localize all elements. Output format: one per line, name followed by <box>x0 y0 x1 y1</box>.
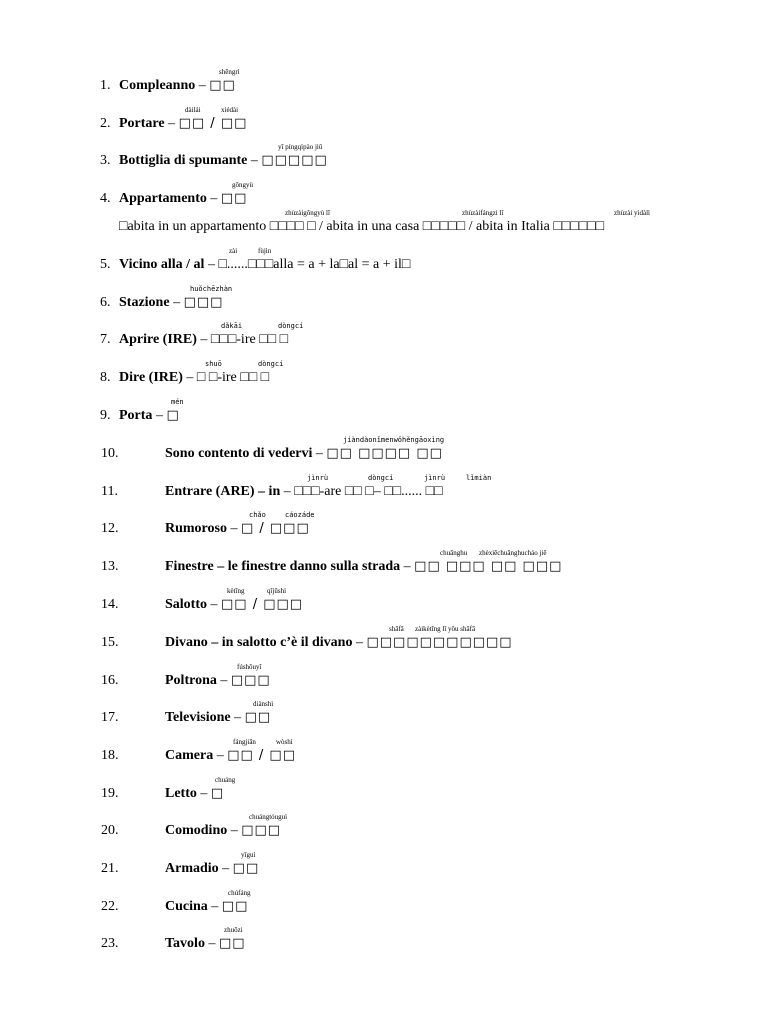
item-body <box>165 635 513 651</box>
italian-term: Poltrona <box>165 673 217 688</box>
pinyin-annotation: fùjìn <box>258 247 272 255</box>
italian-term: Aprire (IRE) <box>119 332 197 347</box>
pinyin-annotation: huǒchēzhàn <box>190 285 233 293</box>
dash: – <box>280 484 295 499</box>
item-number: 3. <box>100 153 111 168</box>
italian-term: Appartamento <box>119 191 207 206</box>
pinyin-annotation: zhuōzi <box>224 926 243 934</box>
chinese-text: □□□□□□□□□□□ <box>366 635 513 650</box>
dash: – <box>226 521 241 536</box>
item-number: 22. <box>101 899 119 914</box>
dash: – <box>196 786 211 801</box>
italian-term: Entrare (ARE) – in <box>165 484 281 499</box>
chinese-text: □ / □□□ <box>240 521 310 536</box>
dash: – <box>312 446 327 461</box>
italian-term: Rumoroso <box>165 521 227 536</box>
item-number: 4. <box>100 191 111 206</box>
item-number: 9. <box>100 408 111 423</box>
dash: – <box>204 257 219 272</box>
item-body <box>165 710 271 726</box>
pinyin-annotation: dòngcí <box>278 322 304 330</box>
pinyin-annotation: zhùzàigōngyù lǐ <box>285 209 330 217</box>
chinese-text: □□ <box>244 710 272 725</box>
item-number: 14. <box>101 597 119 612</box>
item-number: 2. <box>100 116 111 131</box>
item-body <box>165 446 443 462</box>
item-body <box>165 597 303 613</box>
example-text: □abita in un appartamento □□□□ □ / abita in una casa □□□□□ / abita in Italia □□□□□□ <box>119 219 605 234</box>
pinyin-annotation: chuānghu <box>440 549 468 557</box>
item-number: 7. <box>100 332 111 347</box>
item-body <box>165 823 281 839</box>
chinese-text: □ <box>166 408 180 423</box>
pinyin-annotation: yī píngqìpào jiǔ <box>278 143 323 151</box>
item-number: 17. <box>101 710 119 725</box>
italian-term: Armadio <box>165 861 219 876</box>
chinese-text: □□ □□□ □□ □□□ <box>414 559 563 574</box>
pinyin-annotation: zhùzài yìdàlì <box>614 209 650 217</box>
pinyin-annotation: lǐmiàn <box>466 474 492 482</box>
italian-term: Dire (IRE) <box>119 370 183 385</box>
item-body <box>119 408 180 424</box>
dash: – <box>247 153 262 168</box>
pinyin-annotation: shēngrì <box>219 68 240 76</box>
italian-term: Letto <box>165 786 197 801</box>
italian-term: Finestre – le finestre danno sulla strada <box>165 559 401 574</box>
item-number: 1. <box>100 78 111 93</box>
italian-term: Porta <box>119 408 153 423</box>
explanation-text: □......□□□alla = a + la□al = a + il□ <box>218 257 411 272</box>
item-number: 20. <box>101 823 119 838</box>
pinyin-annotation: cáozáde <box>285 511 315 519</box>
dash: – <box>164 116 179 131</box>
italian-term: Portare <box>119 116 165 131</box>
chinese-text: □□□ <box>241 823 282 838</box>
chinese-text: □□□ <box>230 673 271 688</box>
pinyin-annotation: gōngyù <box>232 181 253 189</box>
italian-term: Salotto <box>165 597 207 612</box>
chinese-text: □□ <box>209 78 236 93</box>
item-body <box>165 559 562 575</box>
item-body <box>119 191 247 207</box>
pinyin-annotation: wòshì <box>276 738 293 746</box>
italian-term: Divano – in salotto c’è il divano <box>165 635 353 650</box>
chinese-text: □□ <box>232 861 260 876</box>
italian-term: Televisione <box>165 710 231 725</box>
chinese-text: □□ / □□ <box>178 116 248 131</box>
pinyin-annotation: xiédài <box>221 106 239 114</box>
item-body <box>119 332 288 348</box>
dash: – <box>196 332 211 347</box>
explanation-text: □□□-ire □□ □ <box>210 332 289 347</box>
item-number: 8. <box>100 370 111 385</box>
item-number: 21. <box>101 861 119 876</box>
chinese-text: □□ / □□ <box>227 748 296 763</box>
item-body <box>165 936 246 952</box>
dash: – <box>218 861 233 876</box>
pinyin-annotation: diànshì <box>253 700 274 708</box>
item-number: 12. <box>101 521 119 536</box>
pinyin-annotation: chúfáng <box>228 889 251 897</box>
item-body <box>119 116 247 132</box>
item-number: 5. <box>100 257 111 272</box>
item-body <box>119 153 328 169</box>
pinyin-annotation: dǎkāi <box>221 322 243 330</box>
dash: – <box>207 899 222 914</box>
italian-term: Camera <box>165 748 214 763</box>
item-body <box>165 521 310 537</box>
italian-term: Sono contento di vedervi <box>165 446 313 461</box>
item-number: 16. <box>101 673 119 688</box>
item-body <box>165 484 443 500</box>
pinyin-annotation: chǎo <box>249 511 266 519</box>
dash: – <box>195 78 210 93</box>
item-body <box>119 295 223 311</box>
chinese-text: □□□ <box>183 295 224 310</box>
dash: – <box>206 191 221 206</box>
pinyin-annotation: qǐjūshì <box>267 587 287 595</box>
dash: – <box>400 559 415 574</box>
pinyin-annotation: mén <box>171 398 184 406</box>
chinese-text: □□□□□ <box>261 153 328 168</box>
italian-term: Bottiglia di spumante <box>119 153 248 168</box>
item-number: 6. <box>100 295 111 310</box>
item-body <box>165 786 224 802</box>
pinyin-annotation: shuō <box>205 360 222 368</box>
dash: – <box>204 936 219 951</box>
italian-term: Comodino <box>165 823 228 838</box>
item-body <box>119 257 410 273</box>
dash: – <box>182 370 197 385</box>
italian-term: Vicino alla / al <box>119 257 205 272</box>
item-number: 19. <box>101 786 119 801</box>
dash: – <box>169 295 184 310</box>
pinyin-annotation: jìnrù <box>424 474 446 482</box>
italian-term: Tavolo <box>165 936 205 951</box>
dash: – <box>216 673 231 688</box>
item-number: 23. <box>101 936 119 951</box>
pinyin-annotation: dòngcí <box>368 474 394 482</box>
item-number: 13. <box>101 559 119 574</box>
pinyin-annotation: yīguì <box>241 851 256 859</box>
chinese-text: □□ □□□□ □□ <box>326 446 443 461</box>
pinyin-annotation: zài <box>229 247 238 255</box>
pinyin-annotation: dòngcí <box>258 360 284 368</box>
pinyin-annotation: chuángtóuguì <box>249 813 288 821</box>
item-number: 11. <box>101 484 118 499</box>
pinyin-annotation: shāfā <box>389 625 404 633</box>
explanation-text: □□□-are □□ □– □□...... □□ <box>294 484 443 499</box>
dash: – <box>230 710 245 725</box>
item-body <box>165 861 259 877</box>
dash: – <box>352 635 367 650</box>
chinese-text: □□ <box>218 936 246 951</box>
chinese-text: □ <box>210 786 225 801</box>
italian-term: Cucina <box>165 899 208 914</box>
item-body <box>119 78 236 94</box>
pinyin-annotation: jiàndàonǐmenwǒhěngāoxìng <box>343 436 445 444</box>
dash: – <box>152 408 167 423</box>
italian-term: Stazione <box>119 295 170 310</box>
explanation-text: □ □-ire □□ □ <box>196 370 270 385</box>
chinese-text: □□ <box>220 191 248 206</box>
pinyin-annotation: zàikètīng lǐ yǒu shāfā <box>415 625 476 633</box>
pinyin-annotation: jìnrù <box>307 474 329 482</box>
item-number: 18. <box>101 748 119 763</box>
item-number: 10. <box>101 446 119 461</box>
italian-term: Compleanno <box>119 78 196 93</box>
pinyin-annotation: dàilái <box>185 106 201 114</box>
dash: – <box>207 597 221 612</box>
pinyin-annotation: zhùzàifángzi lǐ <box>462 209 504 217</box>
item-number: 15. <box>101 635 119 650</box>
item-body <box>165 673 271 689</box>
item-body <box>165 899 248 915</box>
item-body <box>165 748 296 764</box>
pinyin-annotation: zhèxiēchuānghucháo jiē <box>479 549 547 557</box>
chinese-text: □□ / □□□ <box>221 597 304 612</box>
dash: – <box>227 823 242 838</box>
pinyin-annotation: fángjiān <box>233 738 256 746</box>
pinyin-annotation: kètīng <box>227 587 245 595</box>
item-body <box>119 370 269 386</box>
pinyin-annotation: chuáng <box>215 776 236 784</box>
chinese-text: □□ <box>221 899 249 914</box>
pinyin-annotation: fúshǒuyǐ <box>237 663 262 671</box>
dash: – <box>213 748 228 763</box>
